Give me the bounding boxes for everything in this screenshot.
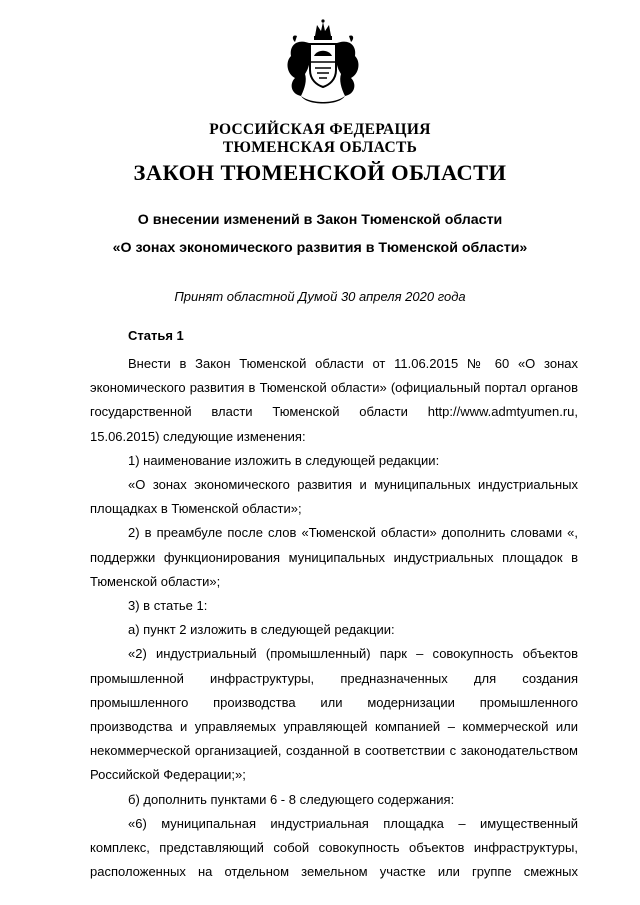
- paragraph-item-3a-text: «2) индустриальный (промышленный) парк – совокупность объектов промышленной инфраструктуры, предназначенных для создания промышленного производства или модернизации промышленного производства и управляемых управляющей компанией – коммерческой или некоммерческой организацией, созданной в соответствии с законодательством Российской Федерации;»;: [90, 646, 578, 783]
- region-heading: ТЮМЕНСКАЯ ОБЛАСТЬ: [222, 139, 418, 156]
- document-type-heading: ЗАКОН ТЮМЕНСКОЙ ОБЛАСТИ: [133, 160, 507, 185]
- paragraph-item-3: 3) в статье 1:: [128, 598, 208, 614]
- article-heading: Статья 1: [128, 328, 184, 343]
- paragraph-item-3a: а) пункт 2 изложить в следующей редакции:: [128, 622, 395, 638]
- paragraph-intro: Внести в Закон Тюменской области от 11.06.2015 № 60 «О зонах экономического развития в Тюменской области» (официальный портал органов государственной власти Тюменской области http://www.admtyumen.ru, 15.06.2015) следующие изменения:: [90, 356, 578, 444]
- paragraph-item-3b-text: «6) муниципальная индустриальная площадка – имущественный комплекс, представляющий собой совокупность объектов инфраструктуры, расположенных на отдельном земельном участке или группе смежных: [90, 815, 578, 880]
- paragraph-item-1: 1) наименование изложить в следующей редакции:: [128, 452, 440, 468]
- law-title-line2: «О зонах экономического развития в Тюменской области»: [112, 240, 528, 256]
- paragraph-item-1-text: «О зонах экономического развития и муниципальных индустриальных площадках в Тюменской области»;: [90, 477, 578, 517]
- adoption-note: Принят областной Думой 30 апреля 2020 года: [174, 289, 466, 304]
- paragraph-item-2: 2) в преамбуле после слов «Тюменской области» дополнить словами «, поддержки функционирования муниципальных индустриальных площадок в Тюменской области»;: [90, 525, 578, 589]
- document-body: [90, 352, 578, 884]
- law-title-line1: О внесении изменений в Закон Тюменской области: [137, 212, 503, 228]
- coat-of-arms-emblem: [281, 18, 365, 108]
- paragraph-item-3b: б) дополнить пунктами 6 - 8 следующего содержания:: [128, 791, 455, 807]
- country-heading: РОССИЙСКАЯ ФЕДЕРАЦИЯ: [209, 121, 431, 138]
